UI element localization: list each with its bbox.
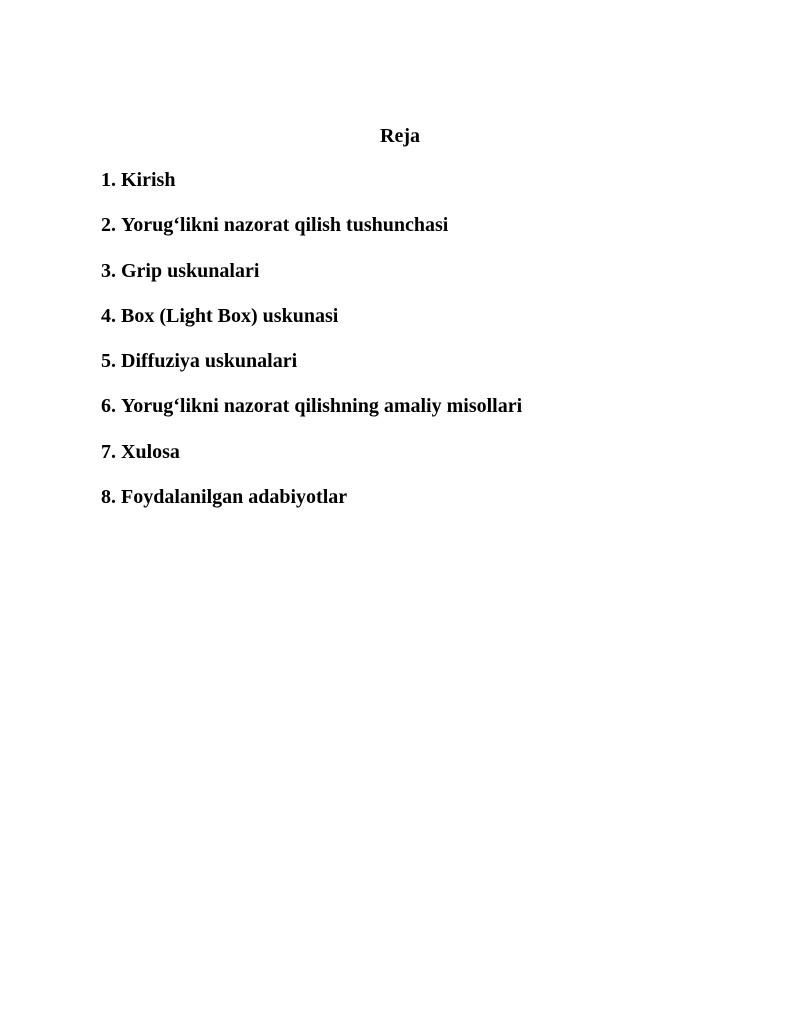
list-item-number: 3. — [101, 259, 116, 282]
list-item — [101, 303, 522, 329]
list-item-text: Box (Light Box) uskunasi — [121, 304, 339, 327]
list-item-text: Xulosa — [121, 440, 180, 463]
list-item-number: 8. — [101, 486, 116, 509]
list-item-text: Grip uskunalari — [121, 259, 260, 282]
page-title: Reja — [380, 125, 420, 147]
list-item-text: Yorug‘likni nazorat qilish tushunchasi — [121, 214, 449, 237]
list-item — [101, 484, 522, 510]
list-item — [101, 167, 522, 193]
list-item-text: Yorug‘likni nazorat qilishning amaliy misollari — [121, 395, 523, 418]
list-item — [101, 393, 522, 419]
list-item-number: 1. — [101, 169, 116, 191]
list-item — [101, 348, 522, 374]
list-item-number: 2. — [101, 214, 116, 237]
list-item-number: 6. — [101, 395, 116, 418]
list-item — [101, 212, 522, 238]
list-item-number: 4. — [101, 304, 116, 327]
list-item-number: 5. — [101, 350, 116, 373]
list-item-text: Kirish — [121, 169, 176, 191]
list-item-text: Foydalanilgan adabiyotlar — [121, 486, 348, 509]
list-item — [101, 439, 522, 465]
list-item — [101, 258, 522, 284]
plan-list — [101, 167, 522, 529]
list-item-number: 7. — [101, 440, 116, 463]
list-item-text: Diffuziya uskunalari — [121, 350, 298, 373]
